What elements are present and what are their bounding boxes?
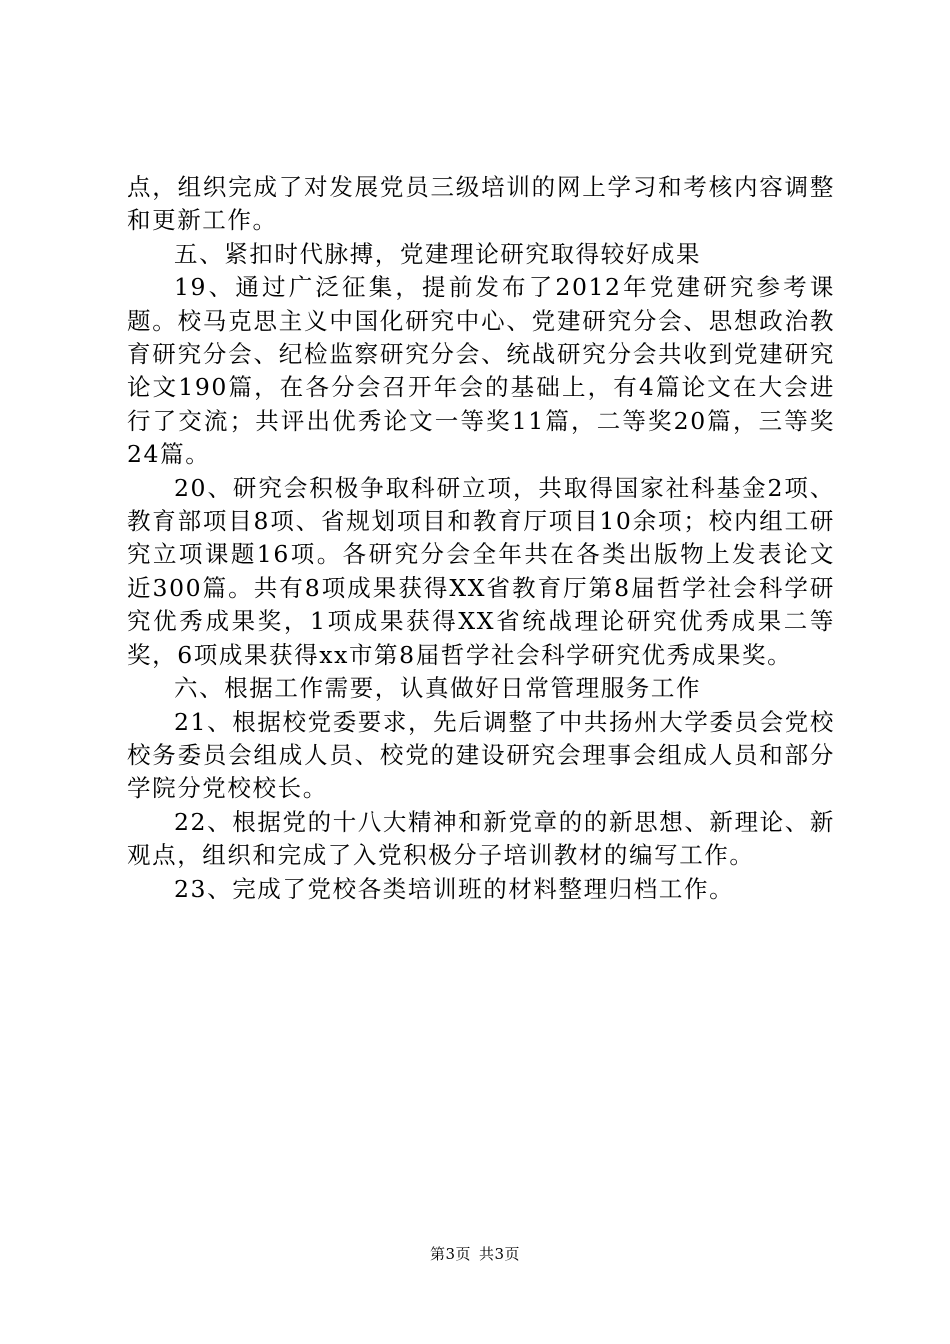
- paragraph-item-22: 22、根据党的十八大精神和新党章的的新思想、新理论、新观点，组织和完成了入党积极分子培训教材的编写工作。: [127, 807, 835, 870]
- page-total: 共3页: [479, 1245, 521, 1263]
- paragraph-item-21: 21、根据校党委要求，先后调整了中共扬州大学委员会党校校务委员会组成人员、校党的建设研究会理事会组成人员和部分学院分党校校长。: [127, 707, 835, 803]
- paragraph-item-23: 23、完成了党校各类培训班的材料整理归档工作。: [174, 874, 735, 903]
- paragraph-item-19: 19、通过广泛征集，提前发布了2012年党建研究参考课题。校马克思主义中国化研究中心、党建研究分会、思想政治教育研究分会、纪检监察研究分会、统战研究分会共收到党建研究论文190篇，在各分会召开年会的基础上，有4篇论文在大会进行了交流；共评出优秀论文一等奖11篇，二等奖20篇，三等奖24篇。: [127, 273, 835, 469]
- section-heading-5: 五、紧扣时代脉搏，党建理论研究取得较好成果: [174, 239, 702, 268]
- section-heading-6: 六、根据工作需要，认真做好日常管理服务工作: [174, 674, 702, 703]
- paragraph-continuation: 点，组织完成了对发展党员三级培训的网上学习和考核内容调整和更新工作。: [127, 173, 835, 235]
- paragraph-item-20: 20、研究会积极争取科研立项，共取得国家社科基金2项、教育部项目8项、省规划项目和教育厅项目10余项；校内组工研究立项课题16项。各研究分会全年共在各类出版物上发表论文近300篇。共有8项成果获得XX省教育厅第8届哲学社会科学研究优秀成果奖，1项成果获得XX省统战理论研究优秀成果二等奖，6项成果获得xx市第8届哲学社会科学研究优秀成果奖。: [127, 473, 835, 669]
- page-number: 第3页: [429, 1245, 471, 1263]
- page-footer: [0, 1244, 950, 1264]
- document-body: [127, 171, 835, 906]
